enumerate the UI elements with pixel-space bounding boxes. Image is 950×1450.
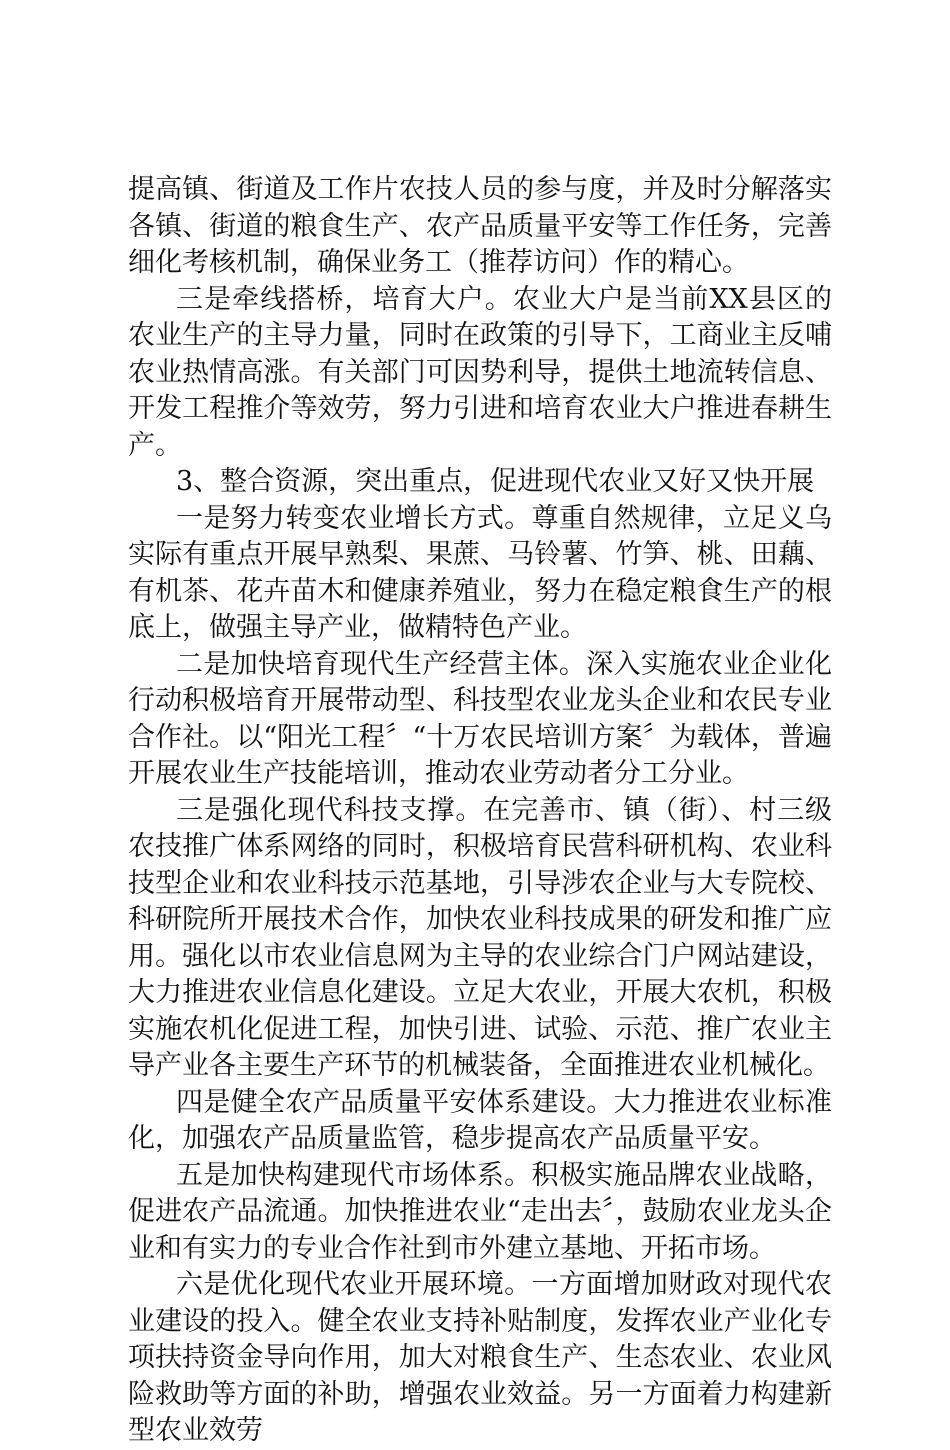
paragraph-continuation: 提高镇、街道及工作片农技人员的参与度，并及时分解落实各镇、街道的粮食生产、农产品质量平安等工作任务，完善细化考核机制，确保业务工（推荐访问）作的精心。 xyxy=(128,174,832,278)
paragraph-cultivate-business-entities: 二是加快培育现代生产经营主体。深入实施农业企业化行动积极培育开展带动型、科技型农业龙头企业和农民专业合作社。以“阳光工程〞“十万农民培训方案〞为载体，普遍开展农业生产技能培训，推动农业劳动者分工分业。 xyxy=(128,648,832,789)
paragraph-market-system: 五是加快构建现代市场体系。积极实施品牌农业战略，促进农产品流通。加快推进农业“走出去〞，鼓励农业龙头企业和有实力的专业合作社到市外建立基地、开拓市场。 xyxy=(128,1159,832,1264)
paragraph-science-technology-support: 三是强化现代科技支撑。在完善市、镇（街）、村三级农技推广体系网络的同时，积极培育民营科研机构、农业科技型企业和农业科技示范基地，引导涉农企业与大专院校、科研院所开展技术合作，加快农业科技成果的研发和推广应用。强化以市农业信息网为主导的农业综合门户网站建设，大力推进农业信息化建设。立足大农业，开展大农机，积极实施农机化促进工程，加快引进、试验、示范、推广农业主导产业各主要生产环节的机械装备，全面推进农业机械化。 xyxy=(128,794,832,1081)
section-heading-integrate-resources: 3、整合资源，突出重点，促进现代农业又好又快开展 xyxy=(176,466,815,497)
paragraph-transform-growth-mode: 一是努力转变农业增长方式。尊重自然规律，立足义乌实际有重点开展早熟梨、果蔗、马铃薯、竹笋、桃、田藕、有机茶、花卉苗木和健康养殖业，努力在稳定粮食生产的根底上，做强主导产业，做精特色产业。 xyxy=(128,502,832,643)
paragraph-optimize-environment: 六是优化现代农业开展环境。一方面增加财政对现代农业建设的投入。健全农业支持补贴制度，发挥农业产业化专项扶持资金导向作用，加大对粮食生产、生态农业、农业风险救助等方面的补助，增强农业效益。另一方面着力构建新型农业效劳 xyxy=(128,1269,832,1446)
paragraph-cultivate-large-households: 三是牵线搭桥，培育大户。农业大户是当前XX县区的农业生产的主导力量，同时在政策的引导下，工商业主反哺农业热情高涨。有关部门可因势利导，提供土地流转信息、开发工程推介等效劳，努力引进和培育农业大户推进春耕生产。 xyxy=(128,283,832,461)
document-body xyxy=(128,172,832,1450)
paragraph-quality-safety-system: 四是健全农产品质量平安体系建设。大力推进农业标准化，加强农产品质量监管，稳步提高农产品质量平安。 xyxy=(128,1086,832,1154)
